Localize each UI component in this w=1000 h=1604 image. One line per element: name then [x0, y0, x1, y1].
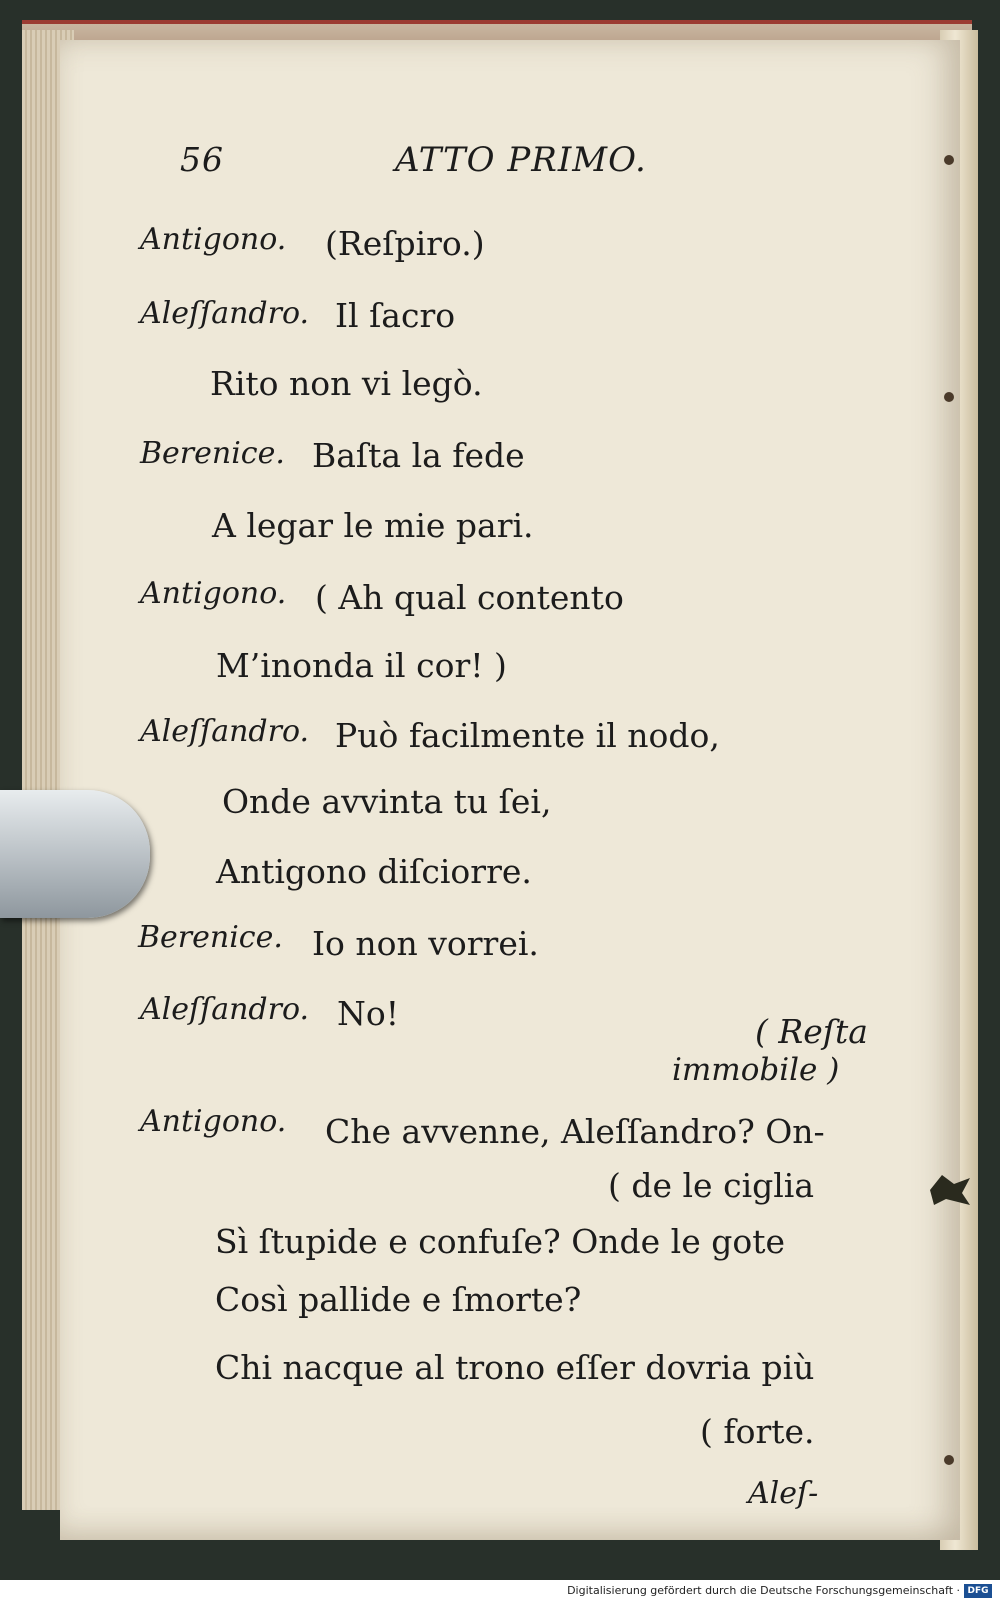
- verse-line: M’inonda il cor! ): [216, 646, 507, 685]
- verse-line: No!: [337, 994, 400, 1033]
- verse-line: ( Ah qual contento: [315, 578, 624, 617]
- stage-direction: ( Reſta: [755, 1012, 868, 1051]
- speaker-name: Berenice.: [140, 436, 285, 471]
- stage-direction: immobile ): [672, 1052, 840, 1088]
- speaker-name: Antigono.: [140, 1104, 287, 1139]
- verse-line: Antigono diſciorre.: [216, 852, 532, 891]
- page-clip: [0, 790, 150, 918]
- page-number: 56: [180, 140, 224, 179]
- verse-line: ( forte.: [700, 1412, 815, 1451]
- verse-line: Così pallide e ſmorte?: [215, 1280, 582, 1319]
- verse-line: Onde avvinta tu ſei,: [222, 782, 552, 821]
- footer-credit: Digitalisierung gefördert durch die Deutsche Forschungsgemeinschaft ·: [567, 1584, 960, 1597]
- verse-line: Può facilmente il nodo,: [335, 716, 720, 755]
- verse-line: Sì ſtupide e confuſe? Onde le gote: [215, 1222, 786, 1261]
- stitch-mark: [944, 155, 954, 165]
- stitch-mark: [944, 392, 954, 402]
- running-header: ATTO PRIMO.: [395, 140, 647, 180]
- speaker-name: Aleſſandro.: [140, 296, 310, 331]
- speaker-name: Antigono.: [140, 576, 287, 611]
- dfg-logo: DFG: [964, 1584, 992, 1598]
- speaker-name: Aleſſandro.: [140, 714, 310, 749]
- speaker-name: Antigono.: [140, 222, 287, 257]
- verse-line: Baſta la fede: [312, 436, 525, 475]
- verse-line: Chi nacque al trono eſſer dovria più: [215, 1348, 815, 1387]
- verse-line: ( de le ciglia: [608, 1166, 815, 1205]
- verse-line: Che avvenne, Aleſſandro? On-: [325, 1112, 825, 1151]
- verse-line: Il ſacro: [335, 296, 456, 335]
- speaker-name: Aleſſandro.: [140, 992, 310, 1027]
- verse-line: (Reſpiro.): [325, 224, 485, 263]
- stitch-mark: [944, 1455, 954, 1465]
- catchword: Aleſ-: [748, 1476, 819, 1511]
- speaker-name: Berenice.: [138, 920, 283, 955]
- verse-line: Rito non vi legò.: [210, 364, 483, 403]
- verse-line: Io non vorrei.: [312, 924, 539, 963]
- verse-line: A legar le mie pari.: [212, 506, 534, 545]
